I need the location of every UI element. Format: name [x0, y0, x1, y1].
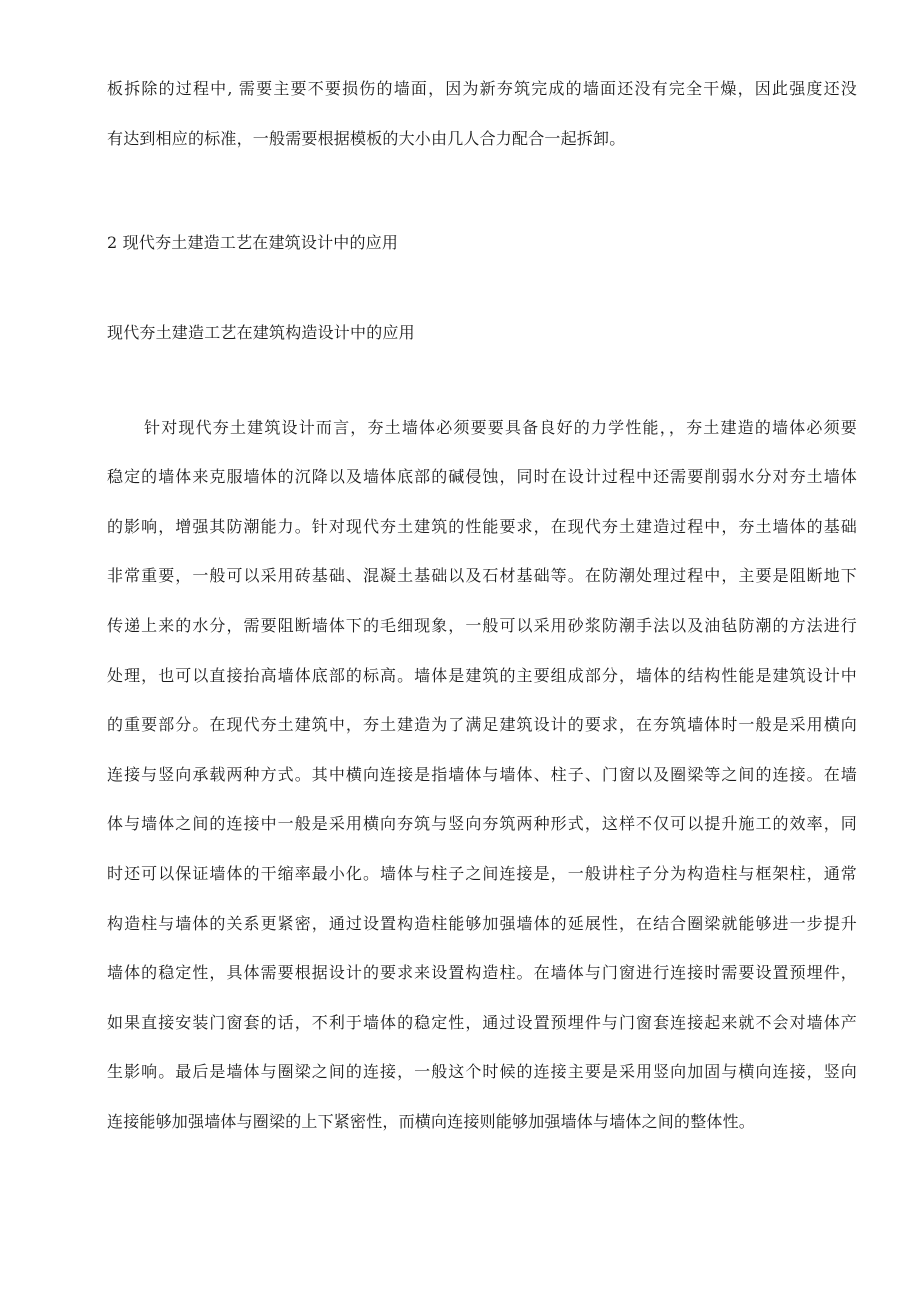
body-paragraph-line-14: 生影响。最后是墙体与圈梁之间的连接，一般这个时候的连接主要是采用竖向加固与横向连接，竖向: [107, 1062, 857, 1081]
body-paragraph-line-15: 连接能够加强墙体与圈梁的上下紧密性，而横向连接则能够加强墙体与墙体之间的整体性。: [107, 1112, 756, 1131]
intro-paragraph-line-1: 板拆除的过程中, 需要主要不要损伤的墙面，因为新夯筑完成的墙面还没有完全干燥，因此强度还没: [107, 79, 857, 98]
body-paragraph-line-3: 的影响，增强其防潮能力。针对现代夯土建筑的性能要求，在现代夯土建造过程中，夯土墙体的基础: [107, 517, 857, 536]
body-paragraph-line-13: 如果直接安装门窗套的话，不利于墙体的稳定性，通过设置预埋件与门窗套连接起来就不会对墙体产: [107, 1013, 857, 1032]
body-paragraph-line-10: 时还可以保证墙体的干缩率最小化。墙体与柱子之间连接是，一般讲柱子分为构造柱与框架柱，通常: [107, 864, 857, 883]
body-paragraph-line-4: 非常重要，一般可以采用砖基础、混凝土基础以及石材基础等。在防潮处理过程中，主要是阻断地下: [107, 566, 857, 585]
body-paragraph-line-9: 体与墙体之间的连接中一般是采用横向夯筑与竖向夯筑两种形式，这样不仅可以提升施工的效率，同: [107, 814, 857, 833]
body-paragraph-line-8: 连接与竖向承载两种方式。其中横向连接是指墙体与墙体、柱子、门窗以及圈梁等之间的连接。在墙: [107, 765, 857, 784]
body-paragraph-line-6: 处理，也可以直接抬高墙体底部的标高。墙体是建筑的主要组成部分，墙体的结构性能是建筑设计中: [107, 666, 857, 685]
intro-paragraph-line-2: 有达到相应的标准，一般需要根据模板的大小由几人合力配合一起拆卸。: [107, 129, 626, 148]
body-paragraph-line-1: 针对现代夯土建筑设计而言，夯土墙体必须要要具备良好的力学性能，，夯土建造的墙体必须要: [144, 418, 857, 437]
body-paragraph-line-5: 传递上来的水分，需要阻断墙体下的毛细现象，一般可以采用砂浆防潮手法以及油毡防潮的方法进行: [107, 616, 857, 635]
body-paragraph-line-11: 构造柱与墙体的关系更紧密，通过设置构造柱能够加强墙体的延展性，在结合圈梁就能够进一步提升: [107, 914, 857, 933]
subsection-heading: 现代夯土建造工艺在建筑构造设计中的应用: [107, 323, 415, 342]
body-paragraph-line-2: 稳定的墙体来克服墙体的沉降以及墙体底部的碱侵蚀，同时在设计过程中还需要削弱水分对夯土墙体: [107, 467, 857, 486]
section-heading: 2 现代夯土建造工艺在建筑设计中的应用: [107, 233, 399, 252]
body-paragraph-line-12: 墙体的稳定性，具体需要根据设计的要求来设置构造柱。在墙体与门窗进行连接时需要设置预埋件，: [107, 963, 857, 982]
body-paragraph-line-7: 的重要部分。在现代夯土建筑中，夯土建造为了满足建筑设计的要求，在夯筑墙体时一般是采用横向: [107, 715, 857, 734]
